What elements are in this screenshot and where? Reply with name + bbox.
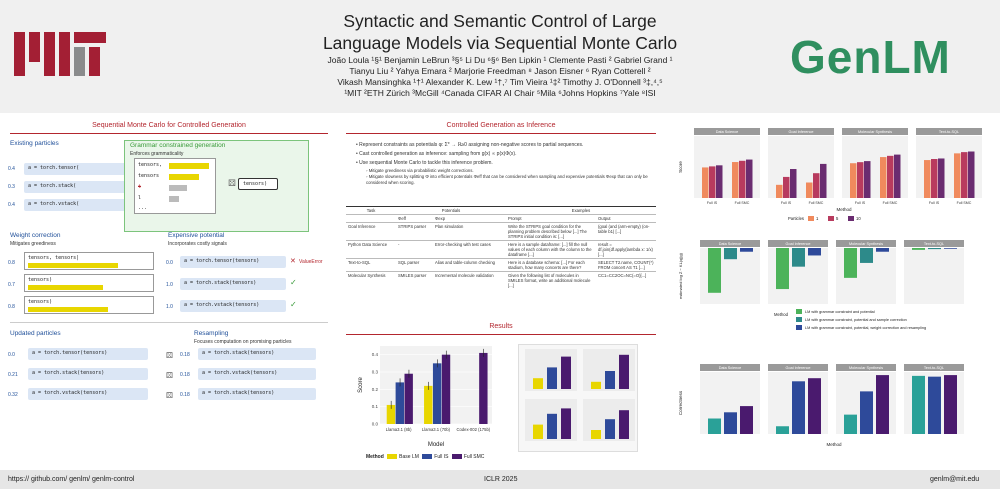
task-table: Task Potentials Examples Φeff Φexp Prompt Output Goal Inference STRIPS parser Plan simulation Write the STRIPS goal condition for the planning problem described below [...] The STRIPS initial condition is: [...] (goal (and (arm-empty) (on-table b1) [...] Python Data Science - Error-checking with test cases Here is a sample dataframe: [...] fill the null values of each column with the column to the dataframe [...] result = df.join(df.apply(lambda x: 1/x) [...] Text-to-SQL SQL parser Alias and table-column checking Here is a database schema: [...] For each stadium, how many concerts are there? SELECT T2.name, COUNT(*) FROM concert AS T1 [...] Molecular Synthesis SMILES parser Incremental molecule validation Given the following list of molecules in SMILES format, write an additional molecule [...] CC1=CC2OC=NC(=O)[...] bbox=[346, 206, 656, 289]
particle-weight: 0.4 bbox=[8, 166, 15, 172]
bar bbox=[944, 248, 957, 249]
particle-code: a = torch.tensor(tensors) bbox=[28, 348, 148, 360]
bar bbox=[912, 248, 925, 250]
existing-particles-label: Existing particles bbox=[10, 140, 59, 147]
bar bbox=[860, 248, 873, 263]
legend-swatch bbox=[848, 216, 854, 221]
bar bbox=[591, 382, 601, 389]
results-grid-svg bbox=[519, 345, 639, 453]
x-tick-label: Llama3.1 (8b) bbox=[385, 427, 412, 432]
legend-label: LM with grammar constraint and potential bbox=[805, 310, 875, 314]
sub-bullet-1: ◦ Mitigate greediness via probabilistic weight corrections. bbox=[366, 168, 474, 173]
particle-weight: 0.18 bbox=[180, 372, 190, 378]
bullet-3: • Use sequential Monte Carlo to tackle this inference problem. bbox=[356, 160, 493, 166]
results-grid-chart bbox=[518, 344, 638, 452]
particle-weight: 0.8 bbox=[8, 304, 15, 310]
token-prob-bar bbox=[169, 163, 209, 169]
bar bbox=[813, 173, 820, 198]
bar bbox=[894, 155, 901, 198]
ablation-chart bbox=[674, 122, 992, 230]
bar bbox=[808, 378, 821, 434]
legend-label: LM with grammar constraint, potential, weight correction and resampling bbox=[805, 326, 927, 330]
weighted-particle: tensors) bbox=[24, 296, 154, 314]
bar bbox=[442, 355, 450, 424]
mit-logo bbox=[14, 32, 106, 76]
bar bbox=[746, 160, 753, 198]
x-tick-label: Full IS bbox=[780, 201, 792, 205]
results-title: Results bbox=[489, 323, 513, 330]
facet-title: Data Science bbox=[718, 242, 742, 246]
bar bbox=[961, 152, 968, 198]
poster-title: Syntactic and Semantic Control of Large Language Models via Sequential Monte Carlo bbox=[322, 11, 678, 53]
bar bbox=[724, 412, 737, 434]
x-axis-label: Method bbox=[836, 207, 852, 212]
table-row: Python Data Science - Error-checking with test cases Here is a sample dataframe: [...] fill the null values of each column with the column to the dataframe [...] result = df.join(df.apply(lambda x: 1/x) [...] bbox=[346, 241, 656, 259]
divider bbox=[10, 133, 328, 134]
bar bbox=[619, 410, 629, 439]
bar bbox=[547, 414, 557, 439]
y-tick-label: 0.3 bbox=[371, 369, 378, 375]
bar bbox=[591, 430, 601, 439]
genlm-logo: GenLM bbox=[790, 31, 951, 83]
y-axis-label: Correctness bbox=[678, 390, 683, 416]
bar bbox=[724, 248, 737, 259]
bar bbox=[404, 374, 412, 424]
particle-weight: 0.7 bbox=[8, 282, 15, 288]
facet-title: Data Science bbox=[715, 130, 739, 134]
legend-label: 10 bbox=[856, 216, 861, 221]
particle-weight: 0.21 bbox=[8, 372, 18, 378]
divider bbox=[346, 334, 656, 335]
legend-title: Particles bbox=[787, 216, 804, 221]
poster-footer bbox=[0, 470, 1000, 489]
facet-background bbox=[904, 248, 964, 304]
facet-title: Text-to-SQL bbox=[938, 130, 960, 134]
legend-swatch bbox=[422, 454, 432, 459]
divider bbox=[346, 133, 656, 134]
bar bbox=[968, 152, 975, 199]
token-prob-bar bbox=[169, 196, 179, 202]
bar bbox=[561, 357, 571, 389]
particle-weight: 0.4 bbox=[8, 202, 15, 208]
bar bbox=[716, 165, 723, 198]
particle-code: a = torch.stack(tensors) bbox=[28, 368, 148, 380]
bar bbox=[844, 248, 857, 278]
bar bbox=[776, 248, 789, 289]
weighted-particle: tensors, tensors| bbox=[24, 252, 154, 270]
legend-swatch bbox=[808, 216, 814, 221]
weight-correction-sub: Mitigates greediness bbox=[10, 241, 56, 247]
value-error-label: ValueError bbox=[299, 259, 323, 265]
bar bbox=[954, 153, 961, 198]
bar bbox=[860, 391, 873, 434]
facet-title: Goal Inference bbox=[785, 366, 811, 370]
bar bbox=[928, 377, 941, 434]
x-tick-label: Full SMC bbox=[808, 201, 824, 205]
token-prob-bar bbox=[169, 185, 187, 191]
legend-swatch bbox=[828, 216, 834, 221]
table-row: Goal Inference STRIPS parser Plan simulation Write the STRIPS goal condition for the planning problem described below [...] The STRIPS initial condition is: [...] (goal (and (arm-empty) (on-table b1) [...] bbox=[346, 223, 656, 241]
weight-correction-label: Weight correction bbox=[10, 232, 61, 239]
particle-weight: 1.0 bbox=[166, 282, 173, 288]
particle-code: a = torch.vstack( bbox=[24, 199, 134, 211]
particle-code: a = torch.stack(tensors) bbox=[198, 388, 316, 400]
results-main-chart bbox=[356, 340, 496, 450]
x-tick-label: Full IS bbox=[928, 201, 940, 205]
grammar-heading: Grammar constrained generation bbox=[130, 142, 226, 149]
bar bbox=[864, 161, 871, 198]
bullet-1: • Represent constraints as potentials φ: Σ* → ℝ≥0 assigning non-negative scores to partial sequences. bbox=[356, 142, 584, 148]
bar bbox=[708, 248, 721, 293]
bar bbox=[806, 183, 813, 199]
kl-chart bbox=[674, 238, 992, 348]
bar bbox=[808, 248, 821, 255]
bar bbox=[479, 353, 487, 424]
x-tick-label: Full IS bbox=[706, 201, 718, 205]
bar bbox=[547, 367, 557, 389]
particle-weight: 0.18 bbox=[180, 392, 190, 398]
table-row: Molecular Synthesis SMILES parser Incremental molecule validation Given the following list of molecules in SMILES format, write an additional molecule [...] CC1=CC2OC=NC(=O)[...] bbox=[346, 272, 656, 290]
bar bbox=[533, 378, 543, 389]
bar bbox=[820, 164, 827, 198]
facet-title: Goal Inference bbox=[788, 130, 814, 134]
bar bbox=[792, 381, 805, 434]
bar bbox=[776, 185, 783, 198]
x-tick-label: Codex-002 (175b) bbox=[456, 427, 491, 432]
bar bbox=[944, 375, 957, 434]
smc-title: Sequential Monte Carlo for Controlled Generation bbox=[92, 122, 246, 129]
smc-panel bbox=[6, 118, 332, 466]
legend-label: LM with grammar constraint, potential and sample correction bbox=[805, 318, 907, 322]
bar bbox=[709, 166, 716, 198]
particle-code: a = torch.tensor(tensors) bbox=[180, 256, 286, 268]
updated-particles-label: Updated particles bbox=[10, 330, 61, 337]
resampling-label: Resampling bbox=[194, 330, 229, 337]
right-panel bbox=[670, 118, 996, 466]
legend-title: Method bbox=[774, 312, 788, 317]
x-axis-label: Model bbox=[427, 442, 445, 448]
bar bbox=[938, 158, 945, 198]
bar bbox=[561, 408, 571, 439]
facet-title: Text-to-SQL bbox=[923, 366, 945, 370]
facet-title: Molecular Synthesis bbox=[849, 242, 883, 246]
legend-label: 5 bbox=[836, 216, 839, 221]
particle-code: a = torch.vstack(tensors) bbox=[198, 368, 316, 380]
bar bbox=[740, 248, 753, 252]
bar bbox=[702, 167, 709, 198]
particle-weight: 0.0 bbox=[166, 260, 173, 266]
bar bbox=[740, 406, 753, 434]
facet-title: Molecular Synthesis bbox=[849, 366, 883, 370]
particle-weight: 0.18 bbox=[180, 352, 190, 358]
correctness-chart bbox=[674, 358, 992, 466]
resampling-sub: Focuses computation on promising particles bbox=[194, 339, 292, 345]
legend-label: 1 bbox=[816, 216, 819, 221]
bar bbox=[887, 156, 894, 198]
bar bbox=[783, 177, 790, 198]
bar bbox=[732, 162, 739, 198]
bar bbox=[924, 160, 931, 198]
weight-bar bbox=[28, 285, 103, 290]
particle-code: a = torch.vstack(tensors) bbox=[180, 300, 286, 312]
grammar-subheading: Enforces grammaticality bbox=[130, 151, 184, 157]
results-legend: Method Base LM Full IS Full SMC bbox=[366, 454, 485, 460]
particle-code: a = torch.vstack(tensors) bbox=[28, 388, 148, 400]
bar bbox=[424, 386, 432, 424]
error-x-icon: ✕ bbox=[290, 258, 296, 265]
facet-title: Goal Inference bbox=[785, 242, 811, 246]
divider bbox=[10, 322, 328, 323]
inference-panel bbox=[342, 118, 660, 466]
weight-bar bbox=[28, 307, 108, 312]
y-tick-label: 0.1 bbox=[371, 404, 378, 410]
bar bbox=[876, 375, 889, 434]
particle-weight: 0.0 bbox=[8, 352, 15, 358]
x-tick-label: Full SMC bbox=[956, 201, 972, 205]
particle-weight: 0.8 bbox=[8, 260, 15, 266]
dice-icon: ⚄ bbox=[228, 178, 236, 188]
x-axis-label: Method bbox=[826, 442, 842, 447]
particle-code: a = torch.stack(tensors) bbox=[198, 348, 316, 360]
particle-weight: 0.3 bbox=[8, 184, 15, 190]
facet-title: Data Science bbox=[718, 366, 742, 370]
expensive-potential-label: Expensive potential bbox=[168, 232, 225, 239]
y-tick-label: 0.2 bbox=[371, 386, 378, 392]
sampled-token: tensors) bbox=[238, 178, 278, 190]
bar bbox=[876, 248, 889, 252]
table-row: Text-to-SQL SQL parser Alias and table-column checking Here is a database schema: [...] For each stadium, how many concerts are there? SELECT T2.name, COUNT(*) FROM concert AS T1 [...] bbox=[346, 259, 656, 272]
legend-swatch bbox=[796, 325, 802, 330]
author-list: João Loula ¹§¹ Benjamin LeBrun ³§⁵ Li Du ⁶§⁶ Ben Lipkin ¹ Clemente Pasti ² Gabriel Grand ¹ Tianyu Liu ² Yahya Emara ² Marjorie Freedman ⁸ Jason Eisner ⁶ Ryan Cotterell ² Vikash Mansinghka ¹†¹ Alexander K. Lew ¹†,⁷ Tim Vieira ¹‡² Timothy J. O'Donnell ³‡,⁴,⁵ ¹MIT ²ETH Zürich ³McGill ⁴Canada CIFAR AI Chair ⁵Mila ⁶Johns Hopkins ⁷Yale ⁸ISI bbox=[327, 55, 673, 98]
bar bbox=[739, 161, 746, 198]
bar bbox=[619, 355, 629, 389]
github-link[interactable]: https:// github.com/ genlm/ genlm-control bbox=[8, 476, 135, 483]
particle-weight: 0.32 bbox=[8, 392, 18, 398]
particle-code: a = torch.stack( bbox=[24, 181, 134, 193]
legend-swatch bbox=[452, 454, 462, 459]
check-icon: ✓ bbox=[290, 278, 297, 287]
x-tick-label: Llama3.1 (70b) bbox=[421, 427, 451, 432]
x-tick-label: Full IS bbox=[854, 201, 866, 205]
legend-swatch bbox=[796, 309, 802, 314]
sub-bullet-2: ◦ Mitigate slowness by splitting Φ into efficient potentials Φeff that can be considered when sampling and expensive potentials Φexp that can only be considered when scoring. bbox=[366, 174, 648, 185]
y-axis-label: Score bbox=[678, 161, 683, 173]
token-distribution: tensors, tensors t l ... bbox=[134, 158, 216, 214]
bar bbox=[776, 426, 789, 434]
dice-icon: ⚄ bbox=[166, 351, 173, 360]
facet-title: Text-to-SQL bbox=[923, 242, 945, 246]
bar bbox=[533, 425, 543, 439]
venue: ICLR 2025 bbox=[484, 476, 518, 483]
x-tick-label: Full SMC bbox=[734, 201, 750, 205]
bar bbox=[931, 159, 938, 198]
weighted-particle: tensors) bbox=[24, 274, 154, 292]
legend-swatch bbox=[796, 317, 802, 322]
bar bbox=[844, 415, 857, 434]
facet-title: Molecular Synthesis bbox=[858, 130, 892, 134]
bar bbox=[792, 248, 805, 267]
expensive-potential-sub: Incorporates costly signals bbox=[168, 241, 227, 247]
particle-code: a = torch.stack(tensors) bbox=[180, 278, 286, 290]
bar bbox=[857, 162, 864, 198]
bar bbox=[396, 382, 404, 424]
bullet-2: • Cast controlled generation as inference: sampling from g(x) ∝ p(x)Φ(x). bbox=[356, 151, 517, 157]
y-axis-label: estimated log Z − KL(q||g) bbox=[678, 253, 683, 299]
y-tick-label: 0.0 bbox=[371, 421, 378, 427]
check-icon: ✓ bbox=[290, 300, 297, 309]
x-tick-label: Full SMC bbox=[882, 201, 898, 205]
particle-weight: 1.0 bbox=[166, 304, 173, 310]
bar bbox=[928, 248, 941, 249]
inference-title: Controlled Generation as Inference bbox=[446, 122, 556, 129]
bar bbox=[433, 363, 441, 424]
bar bbox=[605, 371, 615, 389]
legend-swatch bbox=[387, 454, 397, 459]
contact-email[interactable]: genlm@mit.edu bbox=[930, 476, 980, 483]
particle-code: a = torch.tensor( bbox=[24, 163, 134, 175]
token-prob-bar bbox=[169, 174, 199, 180]
bar bbox=[912, 376, 925, 434]
y-tick-label: 0.4 bbox=[371, 352, 378, 358]
weight-bar bbox=[28, 263, 118, 268]
bar bbox=[605, 419, 615, 439]
bar bbox=[708, 419, 721, 435]
y-axis-label: Score bbox=[358, 377, 364, 393]
bar bbox=[850, 163, 857, 198]
bar bbox=[790, 169, 797, 198]
dice-icon: ⚄ bbox=[166, 391, 173, 400]
dice-icon: ⚄ bbox=[166, 371, 173, 380]
bar bbox=[880, 157, 887, 198]
